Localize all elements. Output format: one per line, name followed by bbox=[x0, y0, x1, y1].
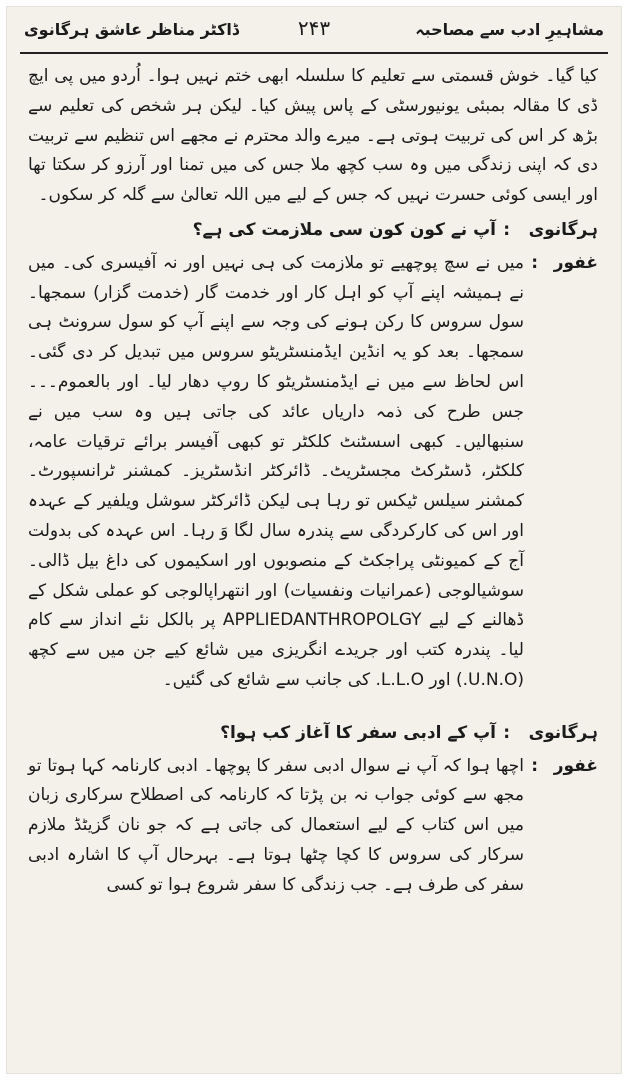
question-1-text: آپ نے کون کون سی ملازمت کی ہے؟ bbox=[192, 219, 496, 240]
header-divider bbox=[20, 52, 608, 54]
section-gap bbox=[28, 696, 598, 714]
question-1-colon: : bbox=[503, 219, 510, 240]
answer-1 bbox=[28, 249, 598, 696]
running-header bbox=[24, 16, 604, 48]
answer-2-text: اچھا ہوا کہ آپ نے سوال ادبی سفر کا پوچھا۔ ادبی کارنامہ کہا ہوتا تو مجھ سے کوئی جواب نہ بن پڑتا کہ کارنامہ کی اصطلاح سرکاری زبان میں اس کتاب کے لیے استعمال کی جاتی ہے کہ جو نان گزیٹڈ ملازم سرکار کی سروس کا کچا چٹھا ہوتا ہے۔ بہرحال آپ کا اشارہ ادبی سفر کی طرف ہے۔ جب زندگی کا سفر شروع ہوا تو کسی bbox=[28, 755, 524, 895]
question-2-colon: : bbox=[503, 722, 510, 743]
answer-1-speaker: غفور bbox=[553, 252, 598, 273]
question-1-speaker: ہرگانوی bbox=[528, 219, 598, 240]
question-2 bbox=[28, 719, 598, 749]
answer-2-speaker: غفور bbox=[553, 755, 598, 776]
page-body bbox=[28, 62, 598, 901]
header-book-title: مشاہیرِ ادب سے مصاحبہ bbox=[415, 20, 604, 39]
answer-2-colon: : bbox=[531, 755, 538, 776]
question-2-speaker: ہرگانوی bbox=[528, 722, 598, 743]
header-author: ڈاکٹر مناظر عاشق ہرگانوی bbox=[24, 20, 240, 39]
answer-1-colon: : bbox=[531, 252, 538, 273]
page-number: ۲۴۳ bbox=[297, 16, 331, 40]
answer-2 bbox=[28, 752, 598, 901]
intro-paragraph: کیا گیا۔ خوش قسمتی سے تعلیم کا سلسلہ ابھی ختم نہیں ہوا۔ اُردو میں پی ایچ ڈی کا مقالہ بمبئی یونیورسٹی کے پاس پیش کیا۔ لیکن ہر شخص کی تعلیم سے بڑھ کر اس کی تربیت ہوتی ہے۔ میرے والد محترم نے مجھے اس تنظیم سے تربیت دی کہ اپنی زندگی میں وہ سب کچھ ملا جس کی میں تمنا اور آرزو کر سکتا تھا اور ایسی کوئی حسرت نہیں کہ جس کے لیے میں اللہ تعالیٰ سے گلہ کر سکوں۔ bbox=[28, 66, 598, 206]
book-page bbox=[6, 6, 622, 1074]
answer-1-text: میں نے سچ پوچھیے تو ملازمت کی ہی نہیں اور نہ آفیسری کی۔ میں نے ہمیشہ اپنے آپ کو اہل کار اور خدمت گار (خدمت گزار) سمجھا۔ سول سروس کا رکن ہونے کی وجہ سے اپنے آپ کو سول سرونٹ ہی سمجھا۔ بعد کو یہ انڈین ایڈمنسٹریٹو سروس میں تبدیل کر دی گئی۔ اس لحاظ سے میں نے ایڈمنسٹریٹو کا روپ دھار لیا۔ اور بالعموم۔۔۔ جس طرح کی ذمہ داریاں عائد کی جاتی ہیں وہ سب میں نے سنبھالیں۔ کبھی اسسٹنٹ کلکٹر تو کبھی آفیسر برائے ترقیات عامہ، کلکٹر، ڈسٹرکٹ مجسٹریٹ۔ ڈائرکٹر انڈسٹریز۔ کمشنر ٹرانسپورٹ۔ کمشنر سیلس ٹیکس تو رہا ہی لیکن ڈائرکٹر سوشل ویلفیر کے عہدہ اور اس کی کارکردگی سے پندرہ سال لگا وَ رہا۔ اس عہدہ کی بدولت آج کے کمیونٹی پراجکٹ کے منصوبوں اور اسکیموں کی داغ بیل ڈالی۔ سوشیالوجی (عمرانیات ونفسیات) اور انتھراپالوجی کو عملی شکل کے ڈھالنے کے لیے APPLIEDANTHROPOLGY پر بالکل نئے انداز سے کام لیا۔ پندرہ کتب اور جریدے انگریزی میں شائع کیے جن میں سے کچھ (U.N.O.) اور L.L.O. کی جانب سے شائع کی گئیں۔ bbox=[28, 252, 524, 690]
question-1 bbox=[28, 216, 598, 246]
question-2-text: آپ کے ادبی سفر کا آغاز کب ہوا؟ bbox=[220, 722, 496, 743]
